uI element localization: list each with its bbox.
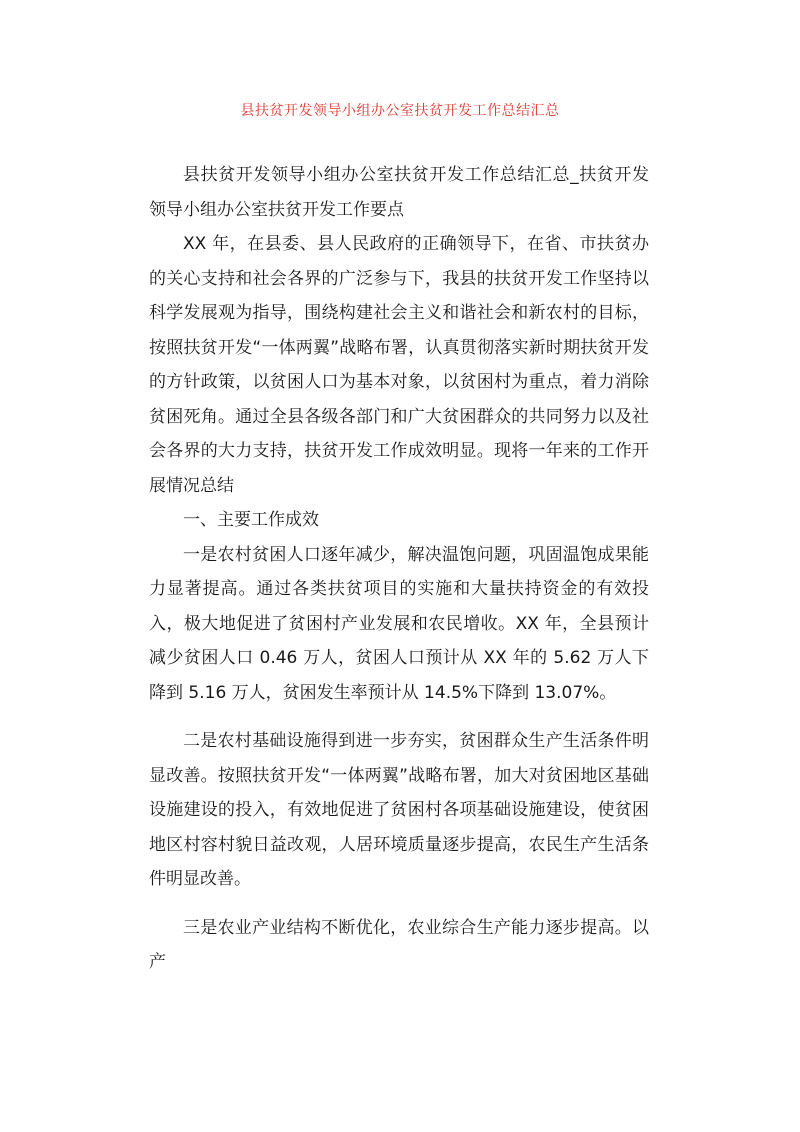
paragraph-intro: XX 年，在县委、县人民政府的正确领导下，在省、市扶贫办的关心支持和社会各界的广泛参与下，我县的扶贫开发工作坚持以科学发展观为指导，围绕构建社会主义和谐社会和新农村的目标，按照扶贫开发“一体两翼”战略布署，认真贯彻落实新时期扶贫开发的方针政策，以贫困人口为基本对象，以贫困村为重点，着力消除贫困死角。通过全县各级各部门和广大贫困群众的共同努力以及社会各界的大力支持，扶贫开发工作成效明显。现将一年来的工作开展情况总结 (149, 234, 649, 496)
paragraph-achievement-3: 三是农业产业结构不断优化，农业综合生产能力逐步提高。以产 (149, 917, 649, 972)
document-title: 县扶贫开发领导小组办公室扶贫开发工作总结汇总 (240, 103, 560, 119)
paragraph-achievement-1: 一是农村贫困人口逐年减少，解决温饱问题，巩固温饱成果能力显著提高。通过各类扶贫项目的实施和大量扶持资金的有效投入，极大地促进了贫困村产业发展和农民增收。XX 年，全县预计减少贫困人口 0.46 万人，贫困人口预计从 XX 年的 5.62 万人下降到 5.16 万人，贫困发生率预计从 14.5%下降到 13.07%。 (149, 544, 649, 703)
document-body (149, 158, 649, 980)
section-heading: 一、主要工作成效 (183, 510, 319, 530)
paragraph-achievement-2: 二是农村基础设施得到进一步夯实，贫困群众生产生活条件明显改善。按照扶贫开发“一体两翼”战略布署，加大对贫困地区基础设施建设的投入，有效地促进了贫困村各项基础设施建设，使贫困地区村容村貌日益改观，人居环境质量逐步提高，农民生产生活条件明显改善。 (149, 731, 649, 889)
paragraph-subtitle: 县扶贫开发领导小组办公室扶贫开发工作总结汇总_扶贫开发领导小组办公室扶贫开发工作要点 (149, 165, 649, 220)
